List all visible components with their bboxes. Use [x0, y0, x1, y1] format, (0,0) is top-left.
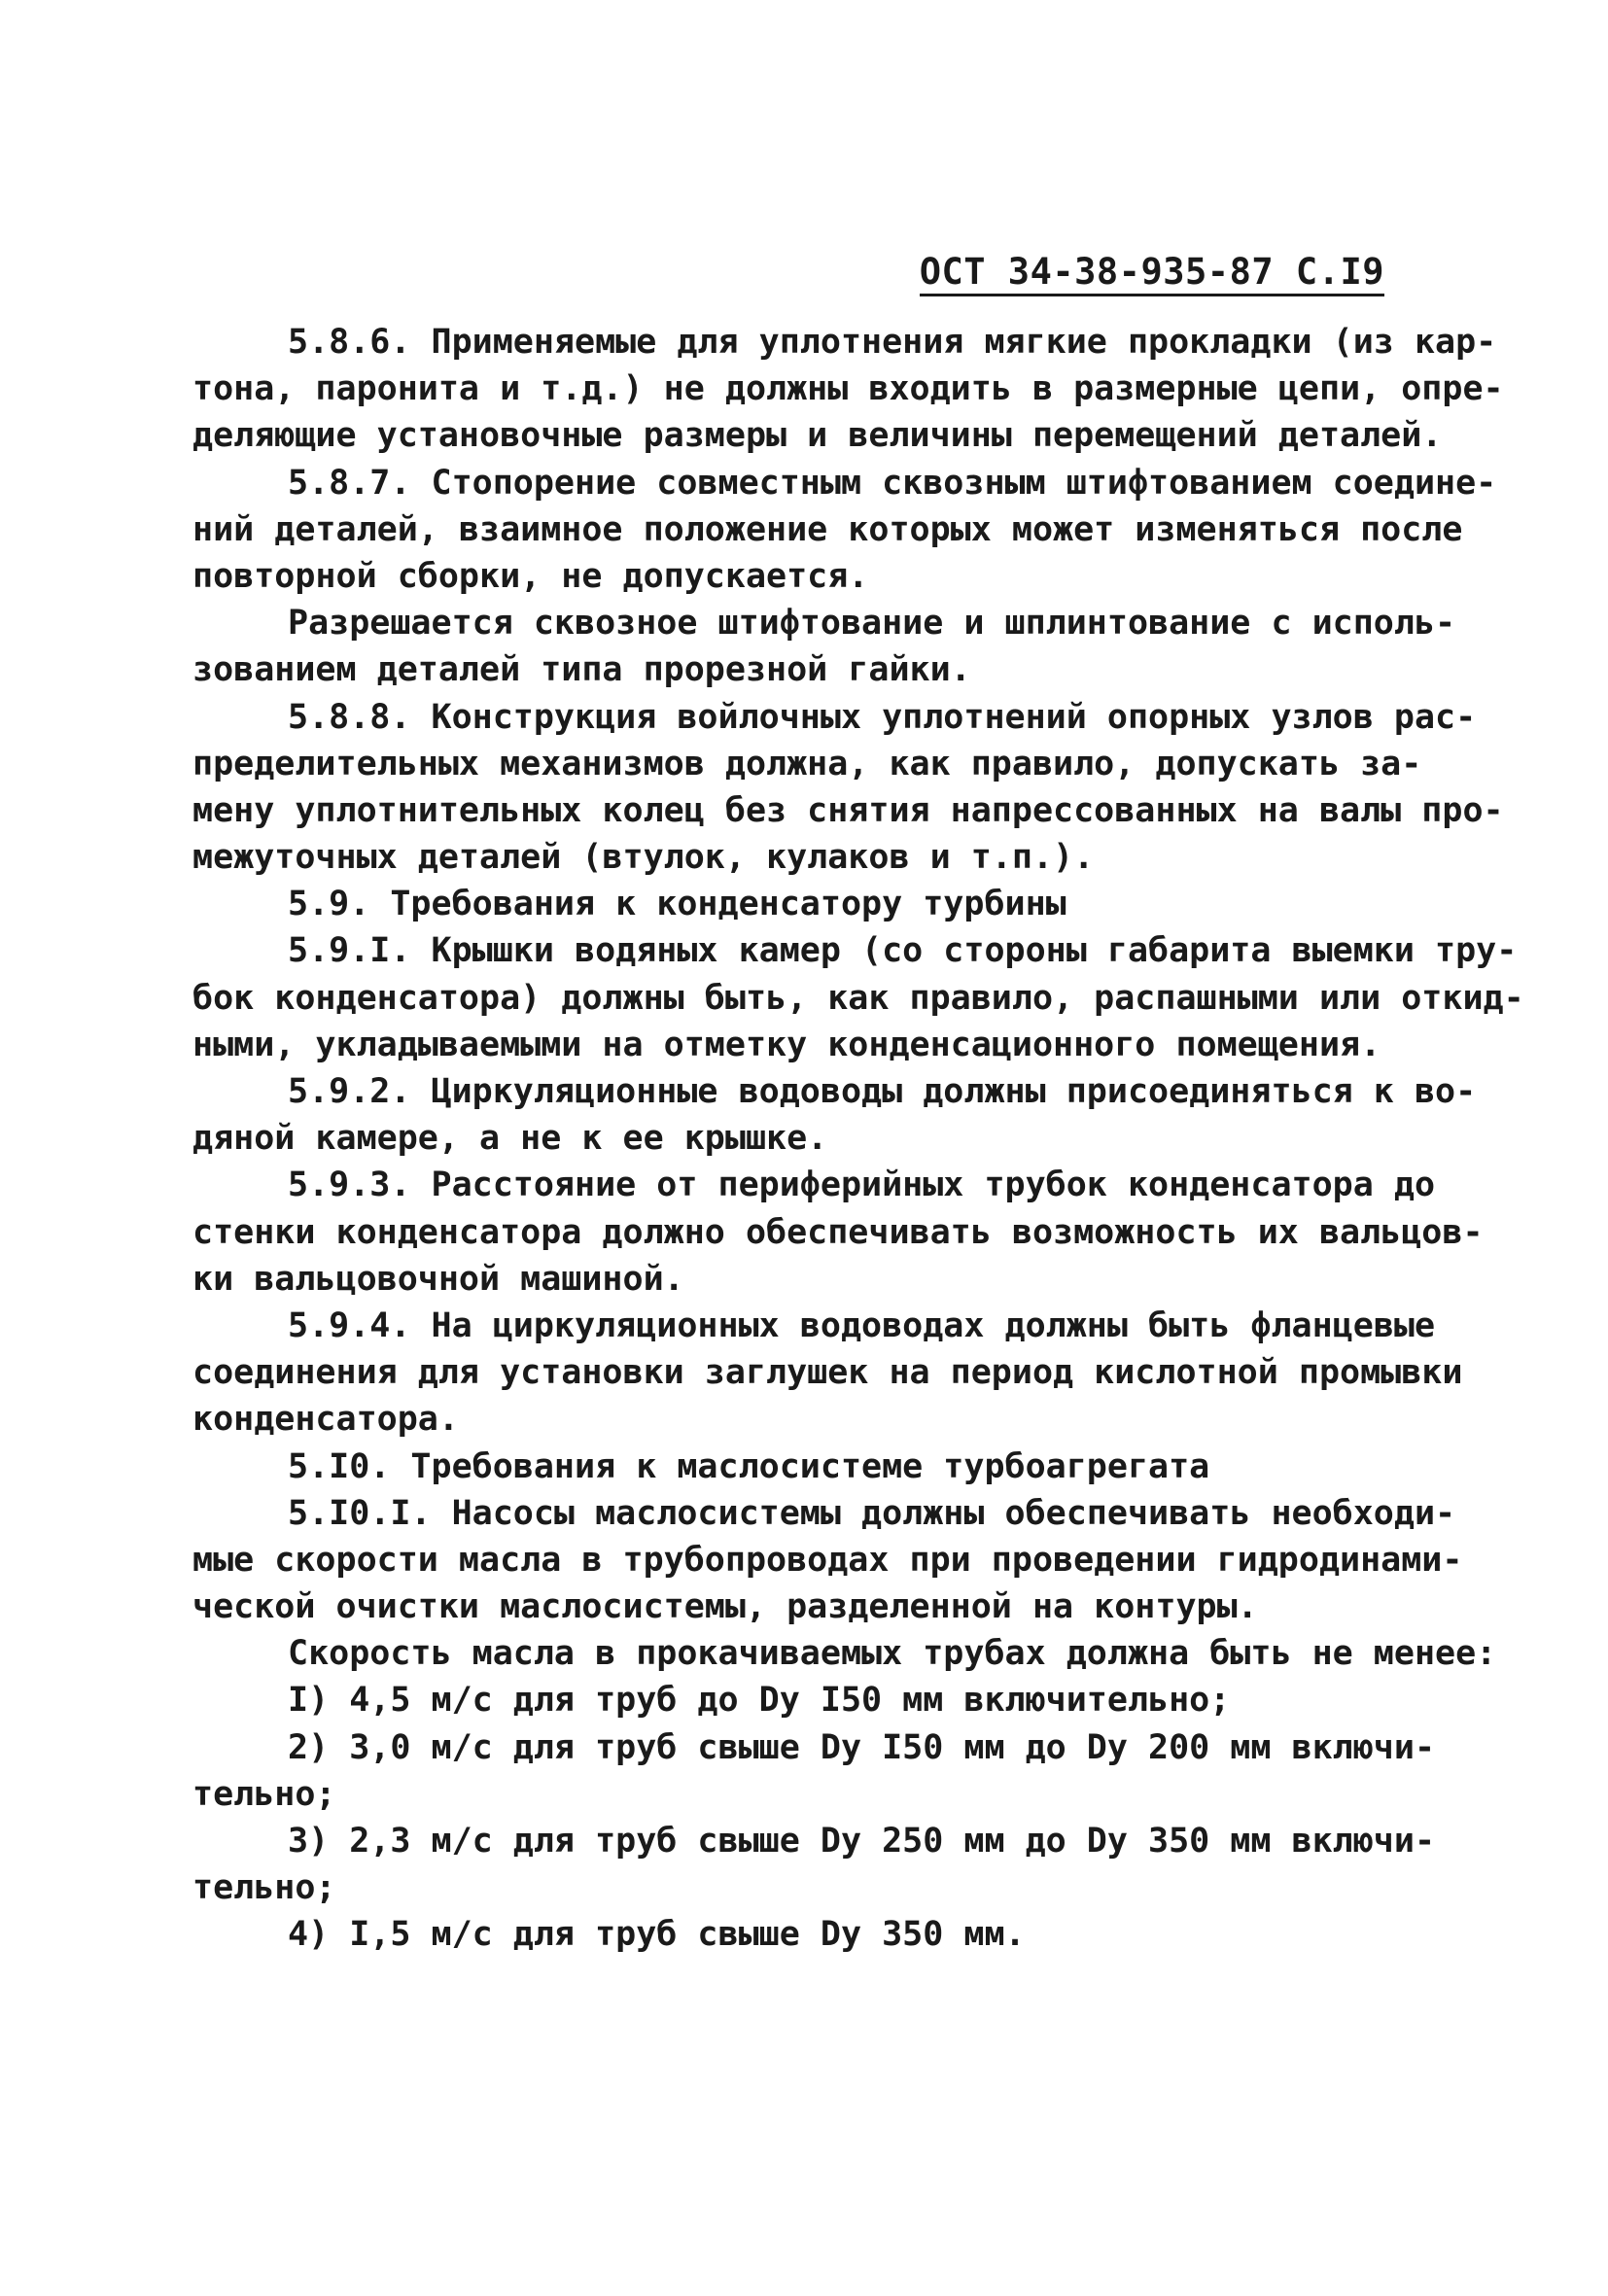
list-item-continuation: тельно; — [192, 1774, 336, 1814]
document-body — [192, 319, 1524, 1959]
text-line: соединения для установки заглушек на период кислотной промывки — [192, 1353, 1463, 1393]
list-item: 2) 3,0 м/с для труб свыше Dy I50 мм до Dy 200 мм включи- — [288, 1727, 1436, 1767]
section-heading: 5.I0. Требования к маслосистеме турбоагрегата — [288, 1446, 1210, 1486]
section-heading: 5.9. Требования к конденсатору турбины — [288, 885, 1066, 924]
text-line: бок конденсатора) должны быть, как правило, распашными или откид- — [192, 978, 1524, 1018]
list-item: 4) I,5 м/с для труб свыше Dy 350 мм. — [288, 1915, 1026, 1955]
text-line: ний деталей, взаимное положение которых может изменяться после — [192, 509, 1463, 549]
text-line: стенки конденсатора должно обеспечивать возможность их вальцов- — [192, 1212, 1484, 1252]
text-line: мые скорости масла в трубопроводах при проведении гидродинами- — [192, 1540, 1463, 1580]
text-line: 5.8.6. Применяемые для уплотнения мягкие прокладки (из кар- — [288, 323, 1497, 362]
text-line: пределительных механизмов должна, как правило, допускать за- — [192, 744, 1422, 783]
text-line: деляющие установочные размеры и величины перемещений деталей. — [192, 416, 1443, 456]
text-line: ки вальцовочной машиной. — [192, 1259, 684, 1299]
text-line: Скорость масла в прокачиваемых трубах должна быть не менее: — [288, 1634, 1497, 1674]
text-line: ными, укладываемыми на отметку конденсационного помещения. — [192, 1025, 1381, 1064]
text-line: тона, паронита и т.д.) не должны входить в размерные цепи, опре- — [192, 369, 1504, 409]
text-line: 5.9.3. Расстояние от периферийных трубок конденсатора до — [288, 1165, 1436, 1205]
text-line: 5.9.4. На циркуляционных водоводах должны быть фланцевые — [288, 1305, 1436, 1345]
text-line: мену уплотнительных колец без снятия напрессованных на валы про- — [192, 790, 1504, 830]
list-item: 3) 2,3 м/с для труб свыше Dy 250 мм до Dy 350 мм включи- — [288, 1822, 1436, 1861]
text-line: 5.8.7. Стопорение совместным сквозным штифтованием соедине- — [288, 463, 1497, 503]
text-line: повторной сборки, не допускается. — [192, 556, 869, 596]
text-line: 5.I0.I. Насосы маслосистемы должны обеспечивать необходи- — [288, 1493, 1456, 1533]
document-header: ОСТ 34-38-935-87 С.I9 — [920, 251, 1384, 296]
text-line: Разрешается сквозное штифтование и шплинтование с исполь- — [288, 604, 1456, 644]
text-line: ческой очистки маслосистемы, разделенной на контуры. — [192, 1587, 1258, 1627]
text-line: дяной камере, а не к ее крышке. — [192, 1119, 828, 1159]
text-line: 5.9.I. Крышки водяных камер (со стороны габарита выемки тру- — [288, 931, 1518, 971]
text-line: зованием деталей типа прорезной гайки. — [192, 650, 971, 690]
list-item-continuation: тельно; — [192, 1868, 336, 1908]
text-line: 5.8.8. Конструкция войлочных уплотнений опорных узлов рас- — [288, 697, 1477, 737]
text-line: конденсатора. — [192, 1400, 459, 1440]
list-item: I) 4,5 м/с для труб до Dy I50 мм включительно; — [288, 1681, 1231, 1721]
text-line: межуточных деталей (втулок, кулаков и т.п.). — [192, 838, 1095, 878]
text-line: 5.9.2. Циркуляционные водоводы должны присоединяться к во- — [288, 1072, 1477, 1111]
